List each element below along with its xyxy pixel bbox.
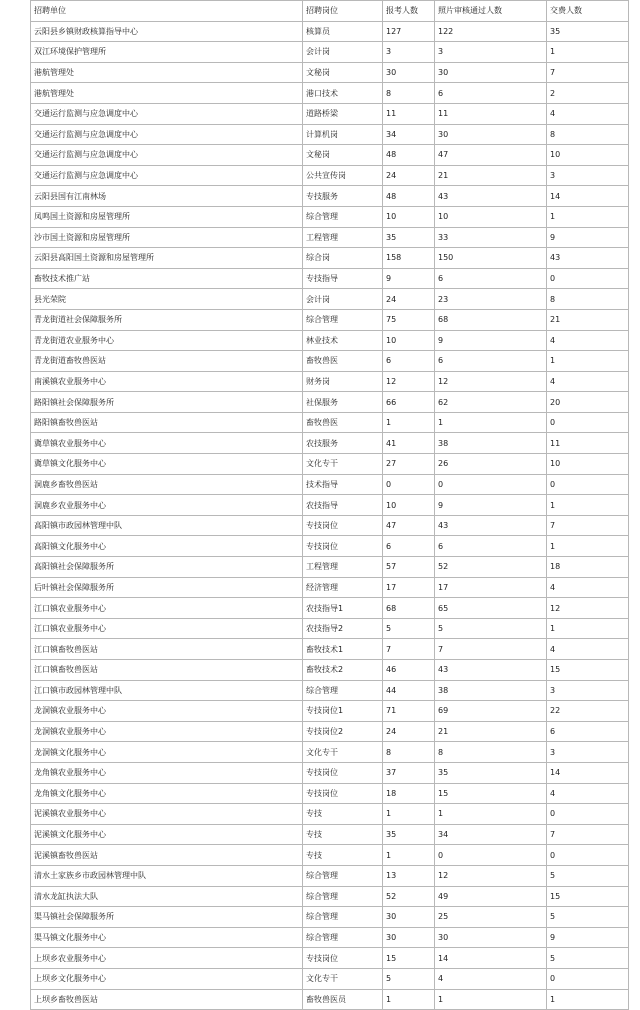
cell-position: 专技岗位 xyxy=(303,948,383,969)
cell-position: 综合管理 xyxy=(303,206,383,227)
cell-position: 专技岗位2 xyxy=(303,721,383,742)
cell-paid: 12 xyxy=(547,598,629,619)
table-row xyxy=(31,989,629,1010)
table-row xyxy=(31,701,629,722)
cell-photo-approved: 47 xyxy=(435,145,547,166)
cell-position: 综合管理 xyxy=(303,927,383,948)
cell-unit: 云阳县国有江南林场 xyxy=(31,186,303,207)
cell-applicants: 24 xyxy=(383,721,435,742)
cell-position: 综合岗 xyxy=(303,248,383,269)
cell-paid: 4 xyxy=(547,577,629,598)
table-row xyxy=(31,660,629,681)
cell-unit: 高阳镇市政园林管理中队 xyxy=(31,515,303,536)
cell-applicants: 30 xyxy=(383,907,435,928)
cell-applicants: 27 xyxy=(383,454,435,475)
table-row xyxy=(31,145,629,166)
table-row xyxy=(31,783,629,804)
cell-paid: 4 xyxy=(547,330,629,351)
table-row xyxy=(31,515,629,536)
cell-applicants: 1 xyxy=(383,412,435,433)
cell-unit: 龙洞镇农业服务中心 xyxy=(31,721,303,742)
column-header-unit: 招聘单位 xyxy=(31,1,303,22)
cell-paid: 10 xyxy=(547,145,629,166)
cell-applicants: 3 xyxy=(383,42,435,63)
cell-paid: 15 xyxy=(547,886,629,907)
cell-unit: 龙洞镇农业服务中心 xyxy=(31,701,303,722)
cell-position: 核算员 xyxy=(303,21,383,42)
cell-unit: 江口镇农业服务中心 xyxy=(31,618,303,639)
cell-unit: 港航管理处 xyxy=(31,83,303,104)
cell-photo-approved: 43 xyxy=(435,660,547,681)
column-header-position: 招聘岗位 xyxy=(303,1,383,22)
cell-unit: 冀草镇文化服务中心 xyxy=(31,454,303,475)
cell-position: 专技岗位 xyxy=(303,762,383,783)
cell-paid: 2 xyxy=(547,83,629,104)
cell-position: 技术指导 xyxy=(303,474,383,495)
cell-position: 畜牧兽医员 xyxy=(303,989,383,1010)
cell-photo-approved: 33 xyxy=(435,227,547,248)
cell-unit: 云阳县乡镇财政核算指导中心 xyxy=(31,21,303,42)
cell-unit: 龙角镇文化服务中心 xyxy=(31,783,303,804)
cell-unit: 冀草镇农业服务中心 xyxy=(31,433,303,454)
cell-unit: 江口镇农业服务中心 xyxy=(31,598,303,619)
table-row xyxy=(31,968,629,989)
cell-position: 社保服务 xyxy=(303,392,383,413)
cell-applicants: 35 xyxy=(383,227,435,248)
cell-position: 专技 xyxy=(303,845,383,866)
cell-position: 道路桥梁 xyxy=(303,103,383,124)
cell-unit: 南溪镇农业服务中心 xyxy=(31,371,303,392)
cell-unit: 渠马镇文化服务中心 xyxy=(31,927,303,948)
table-row xyxy=(31,124,629,145)
cell-applicants: 30 xyxy=(383,62,435,83)
cell-applicants: 71 xyxy=(383,701,435,722)
table-row xyxy=(31,206,629,227)
cell-paid: 1 xyxy=(547,618,629,639)
cell-photo-approved: 150 xyxy=(435,248,547,269)
cell-position: 财务岗 xyxy=(303,371,383,392)
cell-paid: 5 xyxy=(547,865,629,886)
cell-position: 经济管理 xyxy=(303,577,383,598)
cell-applicants: 10 xyxy=(383,495,435,516)
cell-photo-approved: 1 xyxy=(435,804,547,825)
cell-unit: 清水土家族乡市政园林管理中队 xyxy=(31,865,303,886)
cell-unit: 洞鹿乡畜牧兽医站 xyxy=(31,474,303,495)
cell-applicants: 48 xyxy=(383,145,435,166)
cell-photo-approved: 6 xyxy=(435,83,547,104)
cell-position: 工程管理 xyxy=(303,557,383,578)
cell-photo-approved: 12 xyxy=(435,865,547,886)
table-row xyxy=(31,103,629,124)
cell-paid: 20 xyxy=(547,392,629,413)
cell-position: 林业技术 xyxy=(303,330,383,351)
cell-applicants: 5 xyxy=(383,968,435,989)
cell-paid: 10 xyxy=(547,454,629,475)
cell-paid: 5 xyxy=(547,948,629,969)
cell-unit: 泥溪镇农业服务中心 xyxy=(31,804,303,825)
table-row xyxy=(31,289,629,310)
cell-applicants: 18 xyxy=(383,783,435,804)
table-body xyxy=(31,21,629,1010)
cell-unit: 县光荣院 xyxy=(31,289,303,310)
cell-position: 农技服务 xyxy=(303,433,383,454)
cell-applicants: 41 xyxy=(383,433,435,454)
cell-position: 畜牧技术1 xyxy=(303,639,383,660)
cell-paid: 1 xyxy=(547,989,629,1010)
cell-applicants: 47 xyxy=(383,515,435,536)
cell-paid: 3 xyxy=(547,742,629,763)
cell-unit: 港航管理处 xyxy=(31,62,303,83)
cell-unit: 清水龙缸执法大队 xyxy=(31,886,303,907)
cell-photo-approved: 62 xyxy=(435,392,547,413)
cell-applicants: 52 xyxy=(383,886,435,907)
table-row xyxy=(31,433,629,454)
cell-position: 畜牧兽医 xyxy=(303,412,383,433)
cell-paid: 0 xyxy=(547,845,629,866)
table-row xyxy=(31,721,629,742)
cell-position: 专技 xyxy=(303,824,383,845)
cell-paid: 4 xyxy=(547,371,629,392)
cell-unit: 江口镇市政园林管理中队 xyxy=(31,680,303,701)
cell-position: 文化专干 xyxy=(303,454,383,475)
column-header-photo-approved: 照片审核通过人数 xyxy=(435,1,547,22)
cell-photo-approved: 17 xyxy=(435,577,547,598)
cell-position: 公共宣传岗 xyxy=(303,165,383,186)
cell-applicants: 7 xyxy=(383,639,435,660)
cell-unit: 青龙街道农业服务中心 xyxy=(31,330,303,351)
table-row xyxy=(31,412,629,433)
table-row xyxy=(31,762,629,783)
cell-paid: 11 xyxy=(547,433,629,454)
cell-position: 专技指导 xyxy=(303,268,383,289)
cell-unit: 交通运行监测与应急调度中心 xyxy=(31,145,303,166)
cell-paid: 9 xyxy=(547,927,629,948)
cell-photo-approved: 69 xyxy=(435,701,547,722)
cell-unit: 沙市国土资源和房屋管理所 xyxy=(31,227,303,248)
cell-applicants: 10 xyxy=(383,206,435,227)
cell-applicants: 75 xyxy=(383,309,435,330)
cell-position: 文化专干 xyxy=(303,742,383,763)
cell-paid: 3 xyxy=(547,165,629,186)
cell-photo-approved: 14 xyxy=(435,948,547,969)
table-row xyxy=(31,454,629,475)
cell-unit: 泥溪镇畜牧兽医站 xyxy=(31,845,303,866)
cell-photo-approved: 0 xyxy=(435,845,547,866)
cell-photo-approved: 4 xyxy=(435,968,547,989)
table-row xyxy=(31,83,629,104)
cell-unit: 泥溪镇文化服务中心 xyxy=(31,824,303,845)
cell-paid: 1 xyxy=(547,42,629,63)
cell-photo-approved: 6 xyxy=(435,268,547,289)
cell-applicants: 30 xyxy=(383,927,435,948)
cell-position: 综合管理 xyxy=(303,886,383,907)
table-row xyxy=(31,371,629,392)
table-row xyxy=(31,680,629,701)
cell-unit: 交通运行监测与应急调度中心 xyxy=(31,103,303,124)
cell-photo-approved: 68 xyxy=(435,309,547,330)
cell-unit: 路阳镇社会保障服务所 xyxy=(31,392,303,413)
cell-position: 会计岗 xyxy=(303,289,383,310)
table-row xyxy=(31,598,629,619)
cell-paid: 14 xyxy=(547,762,629,783)
table-row xyxy=(31,824,629,845)
table-row xyxy=(31,742,629,763)
cell-unit: 江口镇畜牧兽医站 xyxy=(31,639,303,660)
cell-paid: 21 xyxy=(547,309,629,330)
cell-applicants: 17 xyxy=(383,577,435,598)
cell-photo-approved: 49 xyxy=(435,886,547,907)
cell-unit: 高阳镇文化服务中心 xyxy=(31,536,303,557)
table-row xyxy=(31,865,629,886)
column-header-applicants: 报考人数 xyxy=(383,1,435,22)
table-row xyxy=(31,495,629,516)
cell-paid: 4 xyxy=(547,783,629,804)
table-row xyxy=(31,536,629,557)
cell-position: 专技岗位 xyxy=(303,536,383,557)
cell-paid: 7 xyxy=(547,515,629,536)
cell-photo-approved: 35 xyxy=(435,762,547,783)
cell-paid: 15 xyxy=(547,660,629,681)
cell-paid: 1 xyxy=(547,536,629,557)
cell-photo-approved: 1 xyxy=(435,989,547,1010)
cell-paid: 0 xyxy=(547,268,629,289)
table-row xyxy=(31,557,629,578)
cell-photo-approved: 12 xyxy=(435,371,547,392)
column-header-paid: 交费人数 xyxy=(547,1,629,22)
cell-applicants: 0 xyxy=(383,474,435,495)
cell-position: 专技岗位1 xyxy=(303,701,383,722)
cell-applicants: 68 xyxy=(383,598,435,619)
cell-unit: 渠马镇社会保障服务所 xyxy=(31,907,303,928)
cell-applicants: 1 xyxy=(383,845,435,866)
cell-position: 专技 xyxy=(303,804,383,825)
cell-position: 农技指导 xyxy=(303,495,383,516)
cell-unit: 龙洞镇文化服务中心 xyxy=(31,742,303,763)
cell-position: 文秘岗 xyxy=(303,145,383,166)
cell-unit: 畜牧技术推广站 xyxy=(31,268,303,289)
cell-photo-approved: 1 xyxy=(435,412,547,433)
cell-photo-approved: 21 xyxy=(435,165,547,186)
cell-position: 会计岗 xyxy=(303,42,383,63)
cell-paid: 7 xyxy=(547,824,629,845)
cell-paid: 1 xyxy=(547,495,629,516)
cell-photo-approved: 7 xyxy=(435,639,547,660)
cell-position: 综合管理 xyxy=(303,907,383,928)
cell-paid: 0 xyxy=(547,968,629,989)
cell-paid: 3 xyxy=(547,680,629,701)
cell-position: 港口技术 xyxy=(303,83,383,104)
cell-applicants: 6 xyxy=(383,351,435,372)
cell-applicants: 1 xyxy=(383,989,435,1010)
cell-photo-approved: 11 xyxy=(435,103,547,124)
cell-unit: 洞鹿乡农业服务中心 xyxy=(31,495,303,516)
cell-photo-approved: 38 xyxy=(435,433,547,454)
cell-applicants: 6 xyxy=(383,536,435,557)
cell-photo-approved: 6 xyxy=(435,351,547,372)
cell-photo-approved: 9 xyxy=(435,330,547,351)
cell-applicants: 158 xyxy=(383,248,435,269)
cell-unit: 高阳镇社会保障服务所 xyxy=(31,557,303,578)
table-row xyxy=(31,330,629,351)
cell-applicants: 11 xyxy=(383,103,435,124)
cell-position: 工程管理 xyxy=(303,227,383,248)
cell-paid: 4 xyxy=(547,639,629,660)
cell-applicants: 44 xyxy=(383,680,435,701)
cell-position: 文化专干 xyxy=(303,968,383,989)
cell-paid: 7 xyxy=(547,62,629,83)
cell-applicants: 66 xyxy=(383,392,435,413)
cell-paid: 8 xyxy=(547,124,629,145)
cell-paid: 43 xyxy=(547,248,629,269)
cell-photo-approved: 30 xyxy=(435,62,547,83)
cell-unit: 后叶镇社会保障服务所 xyxy=(31,577,303,598)
cell-paid: 14 xyxy=(547,186,629,207)
table-row xyxy=(31,165,629,186)
table-row xyxy=(31,804,629,825)
cell-applicants: 9 xyxy=(383,268,435,289)
cell-unit: 青龙街道畜牧兽医站 xyxy=(31,351,303,372)
table-row xyxy=(31,845,629,866)
cell-applicants: 12 xyxy=(383,371,435,392)
cell-unit: 交通运行监测与应急调度中心 xyxy=(31,165,303,186)
cell-applicants: 37 xyxy=(383,762,435,783)
cell-applicants: 35 xyxy=(383,824,435,845)
cell-paid: 9 xyxy=(547,227,629,248)
cell-applicants: 57 xyxy=(383,557,435,578)
cell-photo-approved: 5 xyxy=(435,618,547,639)
cell-unit: 江口镇畜牧兽医站 xyxy=(31,660,303,681)
cell-photo-approved: 3 xyxy=(435,42,547,63)
cell-photo-approved: 8 xyxy=(435,742,547,763)
cell-applicants: 8 xyxy=(383,83,435,104)
cell-paid: 6 xyxy=(547,721,629,742)
cell-photo-approved: 9 xyxy=(435,495,547,516)
header-row xyxy=(31,1,629,22)
table-row xyxy=(31,227,629,248)
cell-photo-approved: 43 xyxy=(435,186,547,207)
table-row xyxy=(31,351,629,372)
cell-applicants: 48 xyxy=(383,186,435,207)
cell-paid: 0 xyxy=(547,412,629,433)
cell-position: 计算机岗 xyxy=(303,124,383,145)
cell-position: 综合管理 xyxy=(303,680,383,701)
cell-photo-approved: 34 xyxy=(435,824,547,845)
table-row xyxy=(31,618,629,639)
cell-position: 综合管理 xyxy=(303,865,383,886)
cell-photo-approved: 6 xyxy=(435,536,547,557)
cell-position: 专技服务 xyxy=(303,186,383,207)
table-row xyxy=(31,927,629,948)
cell-photo-approved: 25 xyxy=(435,907,547,928)
table-row xyxy=(31,886,629,907)
cell-paid: 0 xyxy=(547,804,629,825)
cell-applicants: 10 xyxy=(383,330,435,351)
cell-unit: 交通运行监测与应急调度中心 xyxy=(31,124,303,145)
cell-unit: 云阳县高阳国土资源和房屋管理所 xyxy=(31,248,303,269)
table-row xyxy=(31,248,629,269)
cell-unit: 青龙街道社会保障服务所 xyxy=(31,309,303,330)
table-row xyxy=(31,392,629,413)
cell-position: 文秘岗 xyxy=(303,62,383,83)
cell-unit: 龙角镇农业服务中心 xyxy=(31,762,303,783)
cell-photo-approved: 122 xyxy=(435,21,547,42)
recruitment-statistics-sheet xyxy=(30,0,628,1010)
cell-paid: 22 xyxy=(547,701,629,722)
cell-paid: 35 xyxy=(547,21,629,42)
table-row xyxy=(31,21,629,42)
cell-unit: 上坝乡文化服务中心 xyxy=(31,968,303,989)
cell-paid: 18 xyxy=(547,557,629,578)
cell-position: 专技岗位 xyxy=(303,515,383,536)
cell-position: 专技岗位 xyxy=(303,783,383,804)
cell-applicants: 13 xyxy=(383,865,435,886)
cell-position: 农技指导1 xyxy=(303,598,383,619)
cell-position: 畜牧技术2 xyxy=(303,660,383,681)
table-row xyxy=(31,186,629,207)
table-row xyxy=(31,907,629,928)
cell-paid: 4 xyxy=(547,103,629,124)
table-row xyxy=(31,474,629,495)
cell-applicants: 8 xyxy=(383,742,435,763)
cell-applicants: 5 xyxy=(383,618,435,639)
table-row xyxy=(31,268,629,289)
cell-photo-approved: 38 xyxy=(435,680,547,701)
cell-unit: 上坝乡农业服务中心 xyxy=(31,948,303,969)
table-row xyxy=(31,948,629,969)
cell-position: 农技指导2 xyxy=(303,618,383,639)
cell-photo-approved: 65 xyxy=(435,598,547,619)
cell-unit: 凤鸣国土资源和房屋管理所 xyxy=(31,206,303,227)
cell-applicants: 127 xyxy=(383,21,435,42)
table-row xyxy=(31,577,629,598)
recruitment-table xyxy=(30,0,629,1010)
table-row xyxy=(31,639,629,660)
cell-unit: 双江环境保护管理所 xyxy=(31,42,303,63)
cell-paid: 8 xyxy=(547,289,629,310)
table-row xyxy=(31,309,629,330)
cell-photo-approved: 21 xyxy=(435,721,547,742)
cell-applicants: 34 xyxy=(383,124,435,145)
table-row xyxy=(31,42,629,63)
cell-paid: 0 xyxy=(547,474,629,495)
cell-position: 综合管理 xyxy=(303,309,383,330)
table-row xyxy=(31,62,629,83)
cell-paid: 1 xyxy=(547,351,629,372)
cell-photo-approved: 30 xyxy=(435,124,547,145)
cell-applicants: 24 xyxy=(383,165,435,186)
cell-paid: 5 xyxy=(547,907,629,928)
cell-applicants: 1 xyxy=(383,804,435,825)
cell-paid: 1 xyxy=(547,206,629,227)
cell-photo-approved: 26 xyxy=(435,454,547,475)
cell-photo-approved: 0 xyxy=(435,474,547,495)
cell-applicants: 15 xyxy=(383,948,435,969)
cell-photo-approved: 10 xyxy=(435,206,547,227)
cell-photo-approved: 15 xyxy=(435,783,547,804)
cell-position: 畜牧兽医 xyxy=(303,351,383,372)
cell-unit: 路阳镇畜牧兽医站 xyxy=(31,412,303,433)
cell-applicants: 46 xyxy=(383,660,435,681)
cell-photo-approved: 30 xyxy=(435,927,547,948)
cell-photo-approved: 43 xyxy=(435,515,547,536)
cell-photo-approved: 52 xyxy=(435,557,547,578)
cell-photo-approved: 23 xyxy=(435,289,547,310)
cell-unit: 上坝乡畜牧兽医站 xyxy=(31,989,303,1010)
cell-applicants: 24 xyxy=(383,289,435,310)
